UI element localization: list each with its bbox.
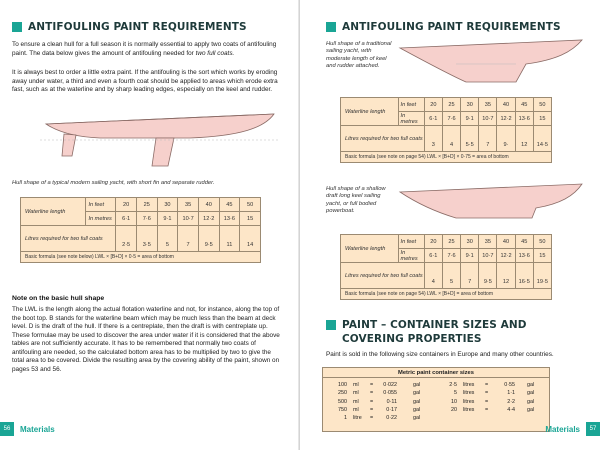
table-cell: 35 — [479, 98, 497, 112]
table-cell: 12·2 — [497, 112, 515, 126]
table-cell: 25 — [442, 98, 460, 112]
table-cell: 20 — [116, 198, 137, 212]
table-row-litres — [341, 126, 552, 152]
section-title: ANTIFOULING PAINT REQUIREMENTS — [342, 21, 561, 33]
table-cell: 25 — [136, 198, 157, 212]
paint-cell-gal: 0·22 — [386, 415, 397, 422]
table-cell: 4 — [442, 126, 460, 152]
table-cell: 9·5 — [479, 263, 497, 289]
paint-cell-gal: 0·17 — [386, 406, 397, 413]
right-page — [300, 0, 600, 450]
table-cell: 2·5 — [116, 226, 137, 252]
footer-label: Materials — [545, 424, 580, 434]
paint-cell-gunit: gal — [527, 398, 535, 405]
formula-text: Basic formula (see note below) LWL × [B+D] × 0·5 = area of bottom — [21, 252, 261, 263]
litres-label: Litres required for two full coats — [21, 226, 116, 252]
paint-cell-gunit: gal — [413, 415, 421, 422]
paint-cell-unit: ml — [353, 398, 359, 405]
paint-cell-gunit: gal — [413, 398, 421, 405]
hull-illustration-traditional — [396, 38, 586, 88]
paint-cell-qty: 500 — [338, 398, 347, 405]
table-row-litres — [341, 263, 552, 289]
waterline-table — [20, 197, 261, 263]
paint-cell-unit: litres — [463, 390, 475, 397]
table-cell: 20 — [424, 98, 442, 112]
paint-cell-qty: 20 — [451, 406, 457, 413]
table-cell: 4 — [424, 263, 442, 289]
table-cell: 50 — [533, 98, 551, 112]
paint-size-row — [437, 398, 549, 406]
table-row-feet — [341, 98, 552, 112]
table-cell: 30 — [461, 235, 479, 249]
container-intro: Paint is sold in the following size containers in Europe and many other countries. — [326, 351, 554, 358]
table-cell: 40 — [497, 98, 515, 112]
formula-text: Basic formula (see note on page 54) LWL × [B+D] × 0·75 = area of bottom — [341, 152, 552, 163]
table-cell: 45 — [515, 98, 533, 112]
section-heading — [12, 21, 247, 33]
table-cell: 7·6 — [136, 212, 157, 226]
footer — [0, 422, 61, 436]
paint-cell-unit: litres — [463, 398, 475, 405]
table-cell: 10·7 — [178, 212, 199, 226]
table-row-formula — [341, 152, 552, 163]
paint-size-row — [323, 381, 435, 389]
paint-container-table — [322, 367, 550, 432]
paint-cell-eq: = — [485, 390, 489, 397]
table-cell: 16·5 — [515, 263, 533, 289]
paint-cell-eq: = — [485, 398, 489, 405]
table-cell: 13·6 — [515, 249, 533, 263]
paint-cell-qty: 750 — [338, 406, 347, 413]
table-cell: 7 — [479, 126, 497, 152]
paint-cell-unit: ml — [353, 382, 359, 388]
paint-cell-eq: = — [370, 398, 374, 405]
paint-cell-qty: 1 — [344, 415, 347, 422]
hull-caption-traditional: Hull shape of a traditional sailing yacht, with moderate length of keel and rudder attached. — [326, 41, 392, 69]
paint-cell-eq: = — [485, 406, 489, 413]
litres-label: Litres required for two full coats — [341, 263, 425, 289]
paint-cell-gunit: gal — [413, 382, 421, 388]
table-row-litres — [21, 226, 261, 252]
table-cell: 7·6 — [442, 249, 460, 263]
intro-paragraph-2: It is always best to order a little extra paint. If the antifouling is the sort which works by eroding away under water, a third and even a fourth coat should be applied to areas which erode extra fast, such as at the waterline and by sharp leading edges, especially on the keel and rudder. — [12, 69, 278, 93]
paint-cell-unit: litres — [463, 406, 475, 413]
table-cell: 15 — [533, 112, 551, 126]
section-title-2: PAINT – CONTAINER SIZES AND COVERING PROPERTIES — [342, 319, 527, 345]
unit-feet: In feet — [398, 98, 424, 112]
page-number: 56 — [0, 422, 14, 436]
table-cell: 12 — [515, 126, 533, 152]
paint-cell-eq: = — [485, 382, 489, 388]
table-cell: 12 — [497, 263, 515, 289]
table-cell: 30 — [157, 198, 178, 212]
table-cell: 15 — [240, 212, 261, 226]
table-cell: 9·5 — [198, 226, 219, 252]
paint-cell-unit: litres — [463, 382, 475, 388]
table-cell: 5 — [157, 226, 178, 252]
table-cell: 7 — [178, 226, 199, 252]
hull-caption-shallow: Hull shape of a shallow draft long keel sailing yacht, or full bodied powerboat. — [326, 186, 386, 214]
table-cell: 35 — [178, 198, 199, 212]
hull-illustration-fin-keel — [40, 110, 280, 172]
paint-cell-qty: 5 — [454, 390, 457, 397]
table-cell: 15 — [533, 249, 551, 263]
table-cell: 19·5 — [533, 263, 551, 289]
note-title: Note on the basic hull shape — [12, 295, 105, 302]
hull-caption: Hull shape of a typical modern sailing yacht, with short fin and separate rudder. — [12, 180, 215, 186]
litres-label: Litres required for two full coats — [341, 126, 425, 152]
paint-size-row — [323, 414, 435, 422]
hull-illustration-shallow — [396, 182, 586, 226]
waterline-length-label: Waterline length — [21, 198, 86, 226]
table-cell: 40 — [198, 198, 219, 212]
unit-feet: In feet — [398, 235, 424, 249]
table-cell: 9·1 — [157, 212, 178, 226]
intro-paragraph: To ensure a clean hull for a full season it is normally essential to apply two coats of antifouling paint. The data below gives the amount of antifouling needed for two full coats. — [12, 41, 277, 57]
table-cell: 6·1 — [116, 212, 137, 226]
paint-cell-qty: 10 — [451, 398, 457, 405]
table-cell: 12·2 — [198, 212, 219, 226]
table-cell: 10·7 — [479, 249, 497, 263]
waterline-table-shallow — [340, 234, 552, 300]
table-cell: 50 — [533, 235, 551, 249]
paint-cell-eq: = — [370, 415, 374, 422]
paint-size-row — [323, 398, 435, 406]
waterline-length-label: Waterline length — [341, 98, 399, 126]
paint-cell-gal: 1·1 — [507, 390, 515, 397]
table-cell: 7·6 — [442, 112, 460, 126]
table-cell: 11 — [219, 226, 240, 252]
paint-size-row — [437, 389, 549, 397]
paint-size-row — [323, 406, 435, 414]
waterline-table-traditional — [340, 97, 552, 163]
unit-metres: In metres — [398, 112, 424, 126]
section-title: ANTIFOULING PAINT REQUIREMENTS — [28, 21, 247, 33]
table-cell: 7 — [461, 263, 479, 289]
paint-cell-gal: 0·11 — [386, 398, 397, 405]
table-cell: 10·7 — [479, 112, 497, 126]
footer — [539, 422, 600, 436]
paint-cell-gunit: gal — [527, 382, 535, 388]
paint-table-title: Metric paint container sizes — [323, 368, 549, 378]
paint-cell-gal: 0·022 — [383, 382, 397, 388]
table-cell: 40 — [497, 235, 515, 249]
paint-cell-unit: ml — [353, 406, 359, 413]
paint-cell-gunit: gal — [413, 390, 421, 397]
paint-cell-gal: 0·055 — [383, 390, 397, 397]
section-marker-icon — [326, 22, 336, 32]
table-cell: 12·2 — [497, 249, 515, 263]
table-row-formula — [21, 252, 261, 263]
table-cell: 9·1 — [461, 112, 479, 126]
table-cell: 9· — [497, 126, 515, 152]
paint-cell-unit: litre — [353, 415, 362, 422]
table-row-formula — [341, 289, 552, 300]
table-cell: 35 — [479, 235, 497, 249]
paint-cell-qty: 2·5 — [449, 382, 457, 388]
table-row-feet — [341, 235, 552, 249]
paint-size-row — [437, 406, 549, 414]
unit-feet: In feet — [86, 198, 116, 212]
page-number: 57 — [586, 422, 600, 436]
table-cell: 6·1 — [424, 112, 442, 126]
paint-cell-gunit: gal — [413, 406, 421, 413]
note-paragraph: The LWL is the length along the actual flotation waterline and not, for instance, along the top of the boot top. B stands for the waterline beam which may be much less than the beam at deck level. D is the draft of the hull. If there is a centreplate, then the draft is with centreplate up. These formulae may be used to discover the area under water if it is considered that the above tables are not sufficiently accurate. It has to be remembered that normally two coats of antifouling are needed, so the calculated bottom area has to be multiplied by two to give the total area to be covered. Divide the resulting area by the covering ability of the paint, shown on pages 53 and 56. — [12, 306, 280, 373]
unit-metres: In metres — [398, 249, 424, 263]
table-cell: 25 — [442, 235, 460, 249]
table-cell: 14 — [240, 226, 261, 252]
formula-text: Basic formula (see note on page 54) LWL × [B+D] = area of bottom — [341, 289, 552, 300]
paint-cell-unit: ml — [353, 390, 359, 397]
table-cell: 50 — [240, 198, 261, 212]
paint-cell-gal: 0·55 — [504, 382, 515, 388]
paint-size-row — [323, 389, 435, 397]
table-cell: 9·1 — [461, 249, 479, 263]
paint-cell-eq: = — [370, 382, 374, 388]
table-cell: 20 — [424, 235, 442, 249]
table-cell: 45 — [515, 235, 533, 249]
table-cell: 6·1 — [424, 249, 442, 263]
paint-cell-qty: 250 — [338, 390, 347, 397]
table-cell: 14·5 — [533, 126, 551, 152]
paint-cell-gal: 2·2 — [507, 398, 515, 405]
table-cell: 3·5 — [136, 226, 157, 252]
paint-size-row — [437, 381, 549, 389]
footer-label: Materials — [20, 424, 55, 434]
table-cell: 5·5 — [461, 126, 479, 152]
waterline-length-label: Waterline length — [341, 235, 399, 263]
paint-cell-gunit: gal — [527, 390, 535, 397]
paint-cell-qty: 100 — [338, 382, 347, 388]
table-cell: 13·6 — [515, 112, 533, 126]
table-cell: 13·6 — [219, 212, 240, 226]
section-heading-2 — [326, 318, 576, 346]
section-marker-icon — [326, 320, 336, 330]
paint-cell-eq: = — [370, 390, 374, 397]
table-row-feet — [21, 198, 261, 212]
section-heading — [326, 21, 561, 33]
table-cell: 45 — [219, 198, 240, 212]
table-cell: 5 — [442, 263, 460, 289]
paint-cell-eq: = — [370, 406, 374, 413]
paint-cell-gal: 4·4 — [507, 406, 515, 413]
table-cell: 3 — [424, 126, 442, 152]
table-cell: 30 — [461, 98, 479, 112]
unit-metres: In metres — [86, 212, 116, 226]
section-marker-icon — [12, 22, 22, 32]
paint-cell-gunit: gal — [527, 406, 535, 413]
